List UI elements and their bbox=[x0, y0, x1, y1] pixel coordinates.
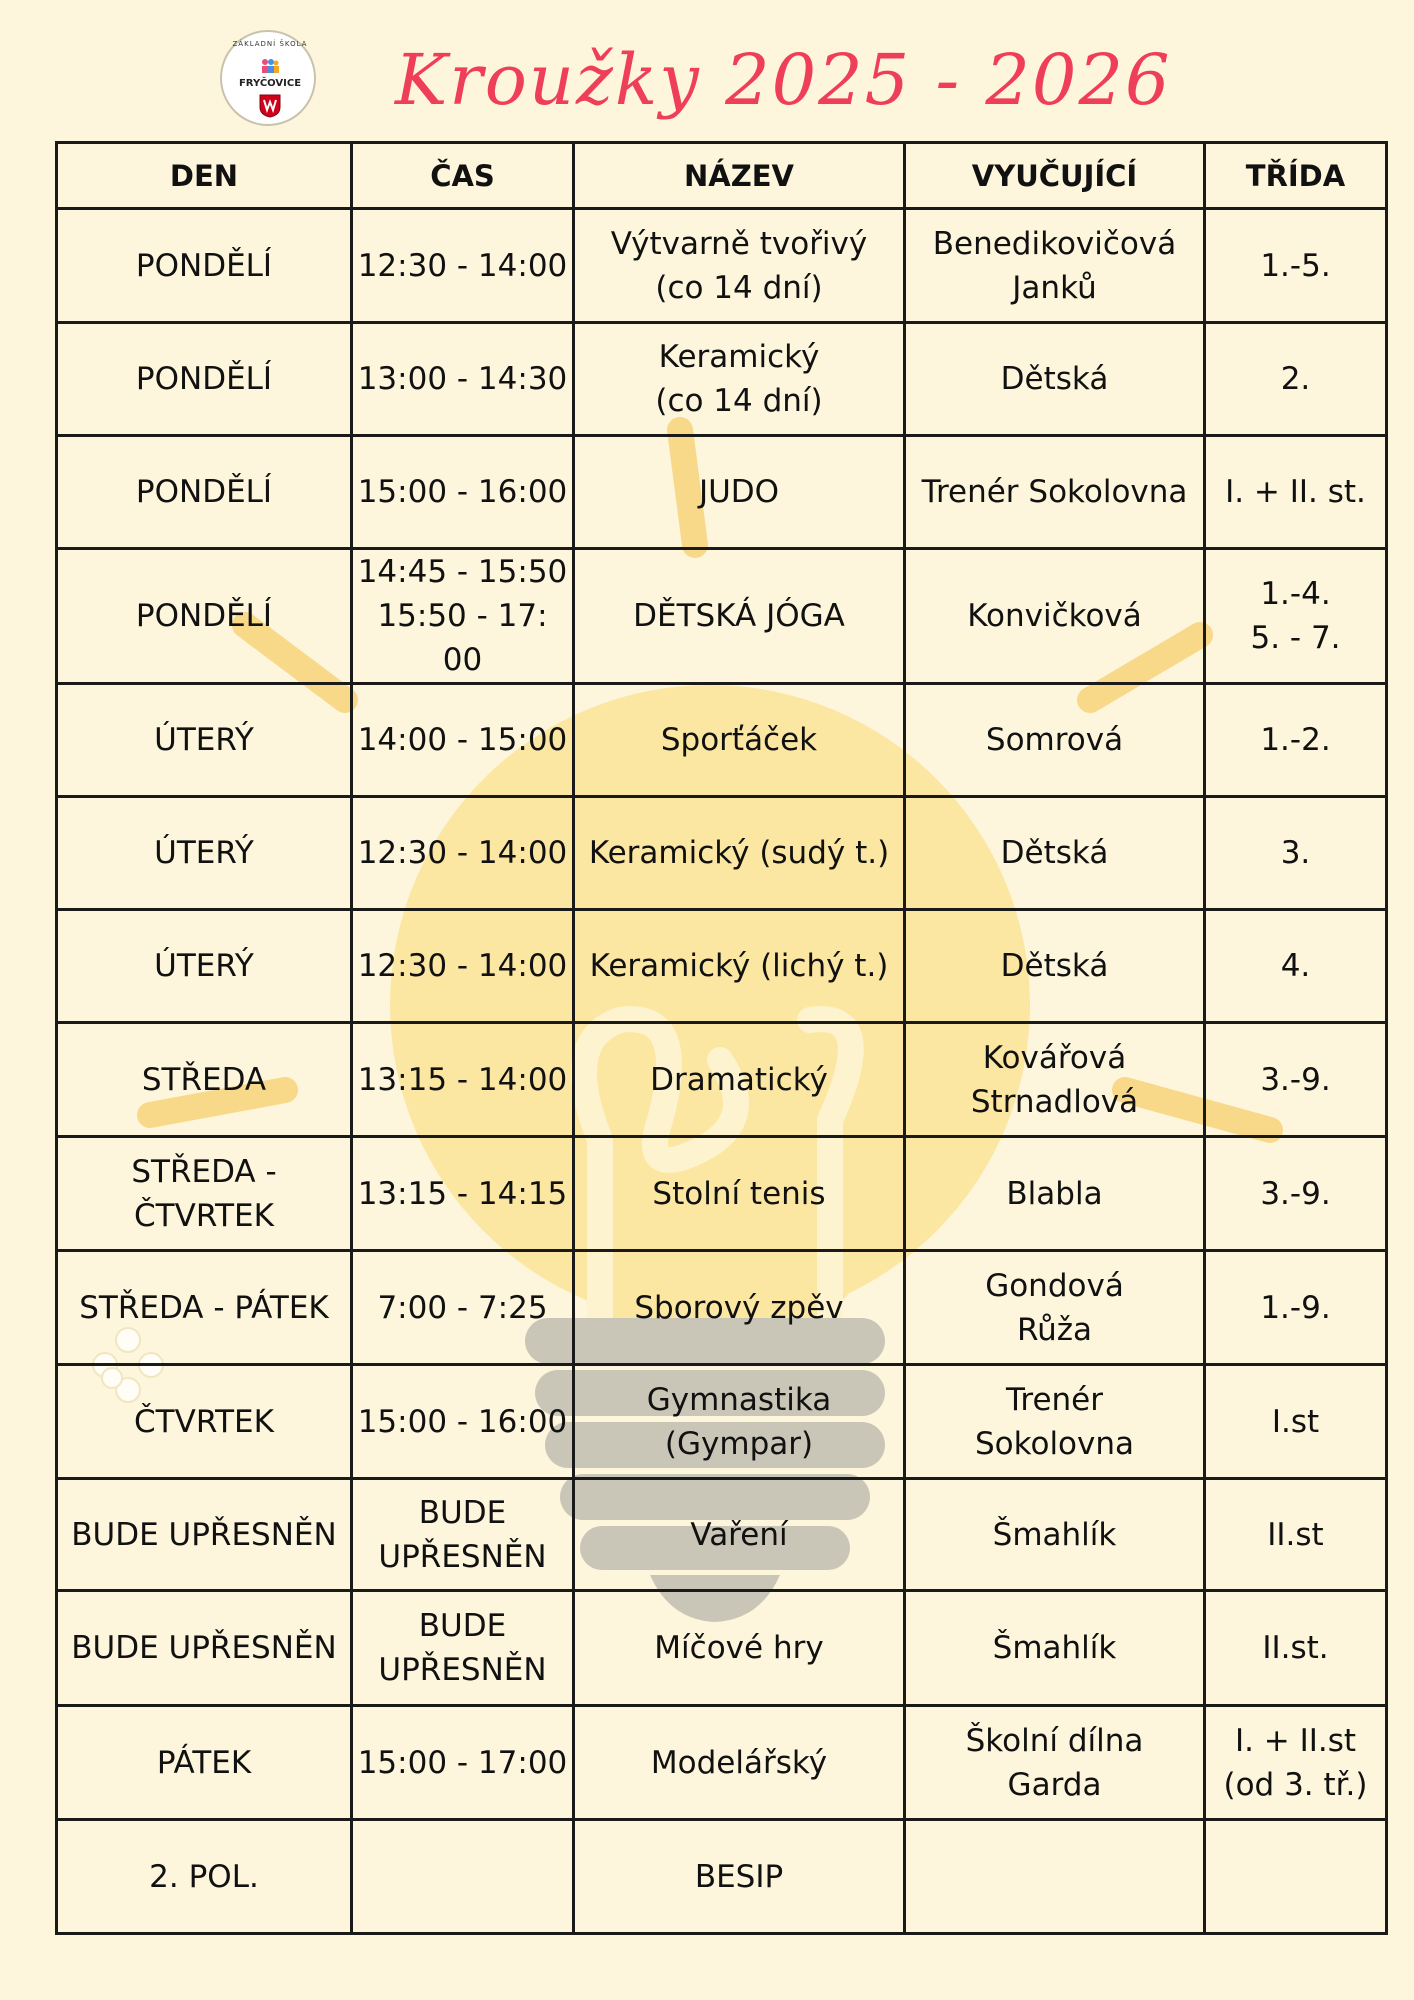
cell-class: II.st bbox=[1205, 1479, 1387, 1591]
column-header-day: DEN bbox=[57, 143, 352, 209]
cell-name: Míčové hry bbox=[574, 1591, 905, 1706]
cell-time: 15:00 - 17:00 bbox=[352, 1706, 574, 1820]
cell-teacher-line: Sokolovna bbox=[974, 1425, 1135, 1462]
table-header-row bbox=[57, 143, 1387, 209]
children-icon bbox=[260, 58, 280, 74]
logo-arc-text: ZÁKLADNÍ ŠKOLA bbox=[232, 40, 308, 48]
cell-time: BUDE UPŘESNĚN bbox=[352, 1591, 574, 1706]
cell-class: 4. bbox=[1205, 910, 1387, 1023]
logo-school-name: FRYČOVICE bbox=[238, 78, 302, 89]
cell-time: 14:00 - 15:00 bbox=[352, 684, 574, 797]
cell-time: 12:30 - 14:00 bbox=[352, 797, 574, 910]
cell-name: Keramický (sudý t.) bbox=[574, 797, 905, 910]
cell-class: 3.-9. bbox=[1205, 1137, 1387, 1251]
table-row bbox=[57, 1251, 1387, 1365]
cell-day: BUDE UPŘESNĚN bbox=[57, 1479, 352, 1591]
coat-of-arms-icon bbox=[259, 94, 281, 118]
cell-name: Stolní tenis bbox=[574, 1137, 905, 1251]
table-row bbox=[57, 549, 1387, 684]
cell-class: 2. bbox=[1205, 323, 1387, 436]
cell-time: 13:15 - 14:15 bbox=[352, 1137, 574, 1251]
cell-time: 7:00 - 7:25 bbox=[352, 1251, 574, 1365]
cell-class-line: (od 3. tř.) bbox=[1223, 1766, 1368, 1803]
cell-time bbox=[352, 1820, 574, 1934]
table-row bbox=[57, 797, 1387, 910]
cell-name-line: (co 14 dní) bbox=[655, 269, 823, 306]
cell-class-line: I. + II.st bbox=[1234, 1722, 1357, 1759]
cell-time: 15:00 - 16:00 bbox=[352, 1365, 574, 1479]
cell-teacher-line: Růža bbox=[1016, 1311, 1093, 1348]
cell-time bbox=[352, 549, 574, 684]
cell-time-line: 14:45 - 15:50 bbox=[357, 554, 568, 590]
cell-name: DĚTSKÁ JÓGA bbox=[574, 549, 905, 684]
cell-name: Sporťáček bbox=[574, 684, 905, 797]
cell-name: Keramický (lichý t.) bbox=[574, 910, 905, 1023]
table-row bbox=[57, 1706, 1387, 1820]
cell-day: BUDE UPŘESNĚN bbox=[57, 1591, 352, 1706]
cell-name-line: (Gympar) bbox=[664, 1425, 814, 1462]
page-header bbox=[0, 0, 1414, 142]
cell-name: Modelářský bbox=[574, 1706, 905, 1820]
cell-time: 12:30 - 14:00 bbox=[352, 209, 574, 323]
table-row bbox=[57, 1820, 1387, 1934]
cell-class bbox=[1205, 1706, 1387, 1820]
cell-name-line: Výtvarně tvořivý bbox=[610, 225, 868, 262]
table-row bbox=[57, 1365, 1387, 1479]
cell-teacher-line: Garda bbox=[1007, 1766, 1102, 1803]
cell-day: ÚTERÝ bbox=[57, 684, 352, 797]
cell-name bbox=[574, 323, 905, 436]
cell-class: II.st. bbox=[1205, 1591, 1387, 1706]
cell-teacher-line: Trenér bbox=[1006, 1381, 1103, 1418]
cell-class: 1.-5. bbox=[1205, 209, 1387, 323]
cell-day-line: STŘEDA - bbox=[131, 1153, 277, 1190]
cell-day: PÁTEK bbox=[57, 1706, 352, 1820]
cell-class: I.st bbox=[1205, 1365, 1387, 1479]
cell-teacher-line: Kovářová bbox=[982, 1039, 1127, 1076]
cell-day: 2. POL. bbox=[57, 1820, 352, 1934]
column-header-time: ČAS bbox=[352, 143, 574, 209]
table-row bbox=[57, 910, 1387, 1023]
cell-day: PONDĚLÍ bbox=[57, 209, 352, 323]
cell-teacher bbox=[905, 1023, 1205, 1137]
cell-name-line: Keramický bbox=[658, 339, 820, 375]
cell-class: 3. bbox=[1205, 797, 1387, 910]
cell-day: STŘEDA - PÁTEK bbox=[57, 1251, 352, 1365]
cell-day bbox=[57, 1137, 352, 1251]
school-logo bbox=[220, 30, 316, 126]
cell-day: ÚTERÝ bbox=[57, 797, 352, 910]
cell-day: STŘEDA bbox=[57, 1023, 352, 1137]
cell-teacher-line: Gondová bbox=[985, 1267, 1124, 1304]
cell-name bbox=[574, 209, 905, 323]
cell-name: Dramatický bbox=[574, 1023, 905, 1137]
cell-name: JUDO bbox=[574, 436, 905, 549]
cell-teacher bbox=[905, 1251, 1205, 1365]
cell-teacher-line: Benedikovičová bbox=[932, 225, 1177, 262]
cell-time: BUDE UPŘESNĚN bbox=[352, 1479, 574, 1591]
cell-teacher-line: Strnadlová bbox=[970, 1083, 1139, 1120]
cell-class: 1.-9. bbox=[1205, 1251, 1387, 1365]
cell-name-line: Gymnastika bbox=[646, 1381, 832, 1418]
cell-time: 13:15 - 14:00 bbox=[352, 1023, 574, 1137]
cell-time: 13:00 - 14:30 bbox=[352, 323, 574, 436]
cell-day: PONDĚLÍ bbox=[57, 549, 352, 684]
cell-name: BESIP bbox=[574, 1820, 905, 1934]
cell-day: PONDĚLÍ bbox=[57, 323, 352, 436]
cell-class-line: 5. - 7. bbox=[1250, 620, 1341, 656]
cell-class bbox=[1205, 1820, 1387, 1934]
table-row bbox=[57, 1479, 1387, 1591]
cell-teacher bbox=[905, 1706, 1205, 1820]
table-row bbox=[57, 323, 1387, 436]
cell-teacher bbox=[905, 1365, 1205, 1479]
cell-teacher-line: Školní dílna bbox=[965, 1722, 1144, 1759]
column-header-teacher: VYUČUJÍCÍ bbox=[905, 143, 1205, 209]
table-row bbox=[57, 684, 1387, 797]
cell-day: ÚTERÝ bbox=[57, 910, 352, 1023]
cell-class: 3.-9. bbox=[1205, 1023, 1387, 1137]
cell-name: Sborový zpěv bbox=[574, 1251, 905, 1365]
cell-day-line: ČTVRTEK bbox=[134, 1197, 274, 1234]
cell-teacher: Šmahlík bbox=[905, 1591, 1205, 1706]
cell-class bbox=[1205, 549, 1387, 684]
table-row bbox=[57, 1137, 1387, 1251]
cell-time: 12:30 - 14:00 bbox=[352, 910, 574, 1023]
cell-teacher: Dětská bbox=[905, 910, 1205, 1023]
table-row bbox=[57, 1023, 1387, 1137]
cell-teacher bbox=[905, 1820, 1205, 1934]
table-row bbox=[57, 436, 1387, 549]
cell-teacher: Blabla bbox=[905, 1137, 1205, 1251]
cell-teacher: Dětská bbox=[905, 797, 1205, 910]
cell-teacher: Dětská bbox=[905, 323, 1205, 436]
table-row bbox=[57, 1591, 1387, 1706]
cell-teacher: Konvičková bbox=[905, 549, 1205, 684]
cell-name bbox=[574, 1365, 905, 1479]
cell-teacher: Šmahlík bbox=[905, 1479, 1205, 1591]
column-header-name: NÁZEV bbox=[574, 143, 905, 209]
cell-time-line: 15:50 - 17: 00 bbox=[377, 598, 548, 678]
page-title: Kroužky 2025 - 2026 bbox=[395, 39, 1172, 121]
cell-day: PONDĚLÍ bbox=[57, 436, 352, 549]
schedule-table bbox=[55, 141, 1388, 1935]
cell-time: 15:00 - 16:00 bbox=[352, 436, 574, 549]
cell-class-line: 1.-4. bbox=[1260, 576, 1331, 612]
cell-class: 1.-2. bbox=[1205, 684, 1387, 797]
cell-class: I. + II. st. bbox=[1205, 436, 1387, 549]
cell-teacher-line: Janků bbox=[1012, 269, 1097, 306]
cell-teacher: Somrová bbox=[905, 684, 1205, 797]
column-header-class: TŘÍDA bbox=[1205, 143, 1387, 209]
cell-teacher bbox=[905, 209, 1205, 323]
cell-name-line: (co 14 dní) bbox=[655, 383, 823, 419]
table-row bbox=[57, 209, 1387, 323]
cell-name: Vaření bbox=[574, 1479, 905, 1591]
cell-day: ČTVRTEK bbox=[57, 1365, 352, 1479]
cell-teacher: Trenér Sokolovna bbox=[905, 436, 1205, 549]
